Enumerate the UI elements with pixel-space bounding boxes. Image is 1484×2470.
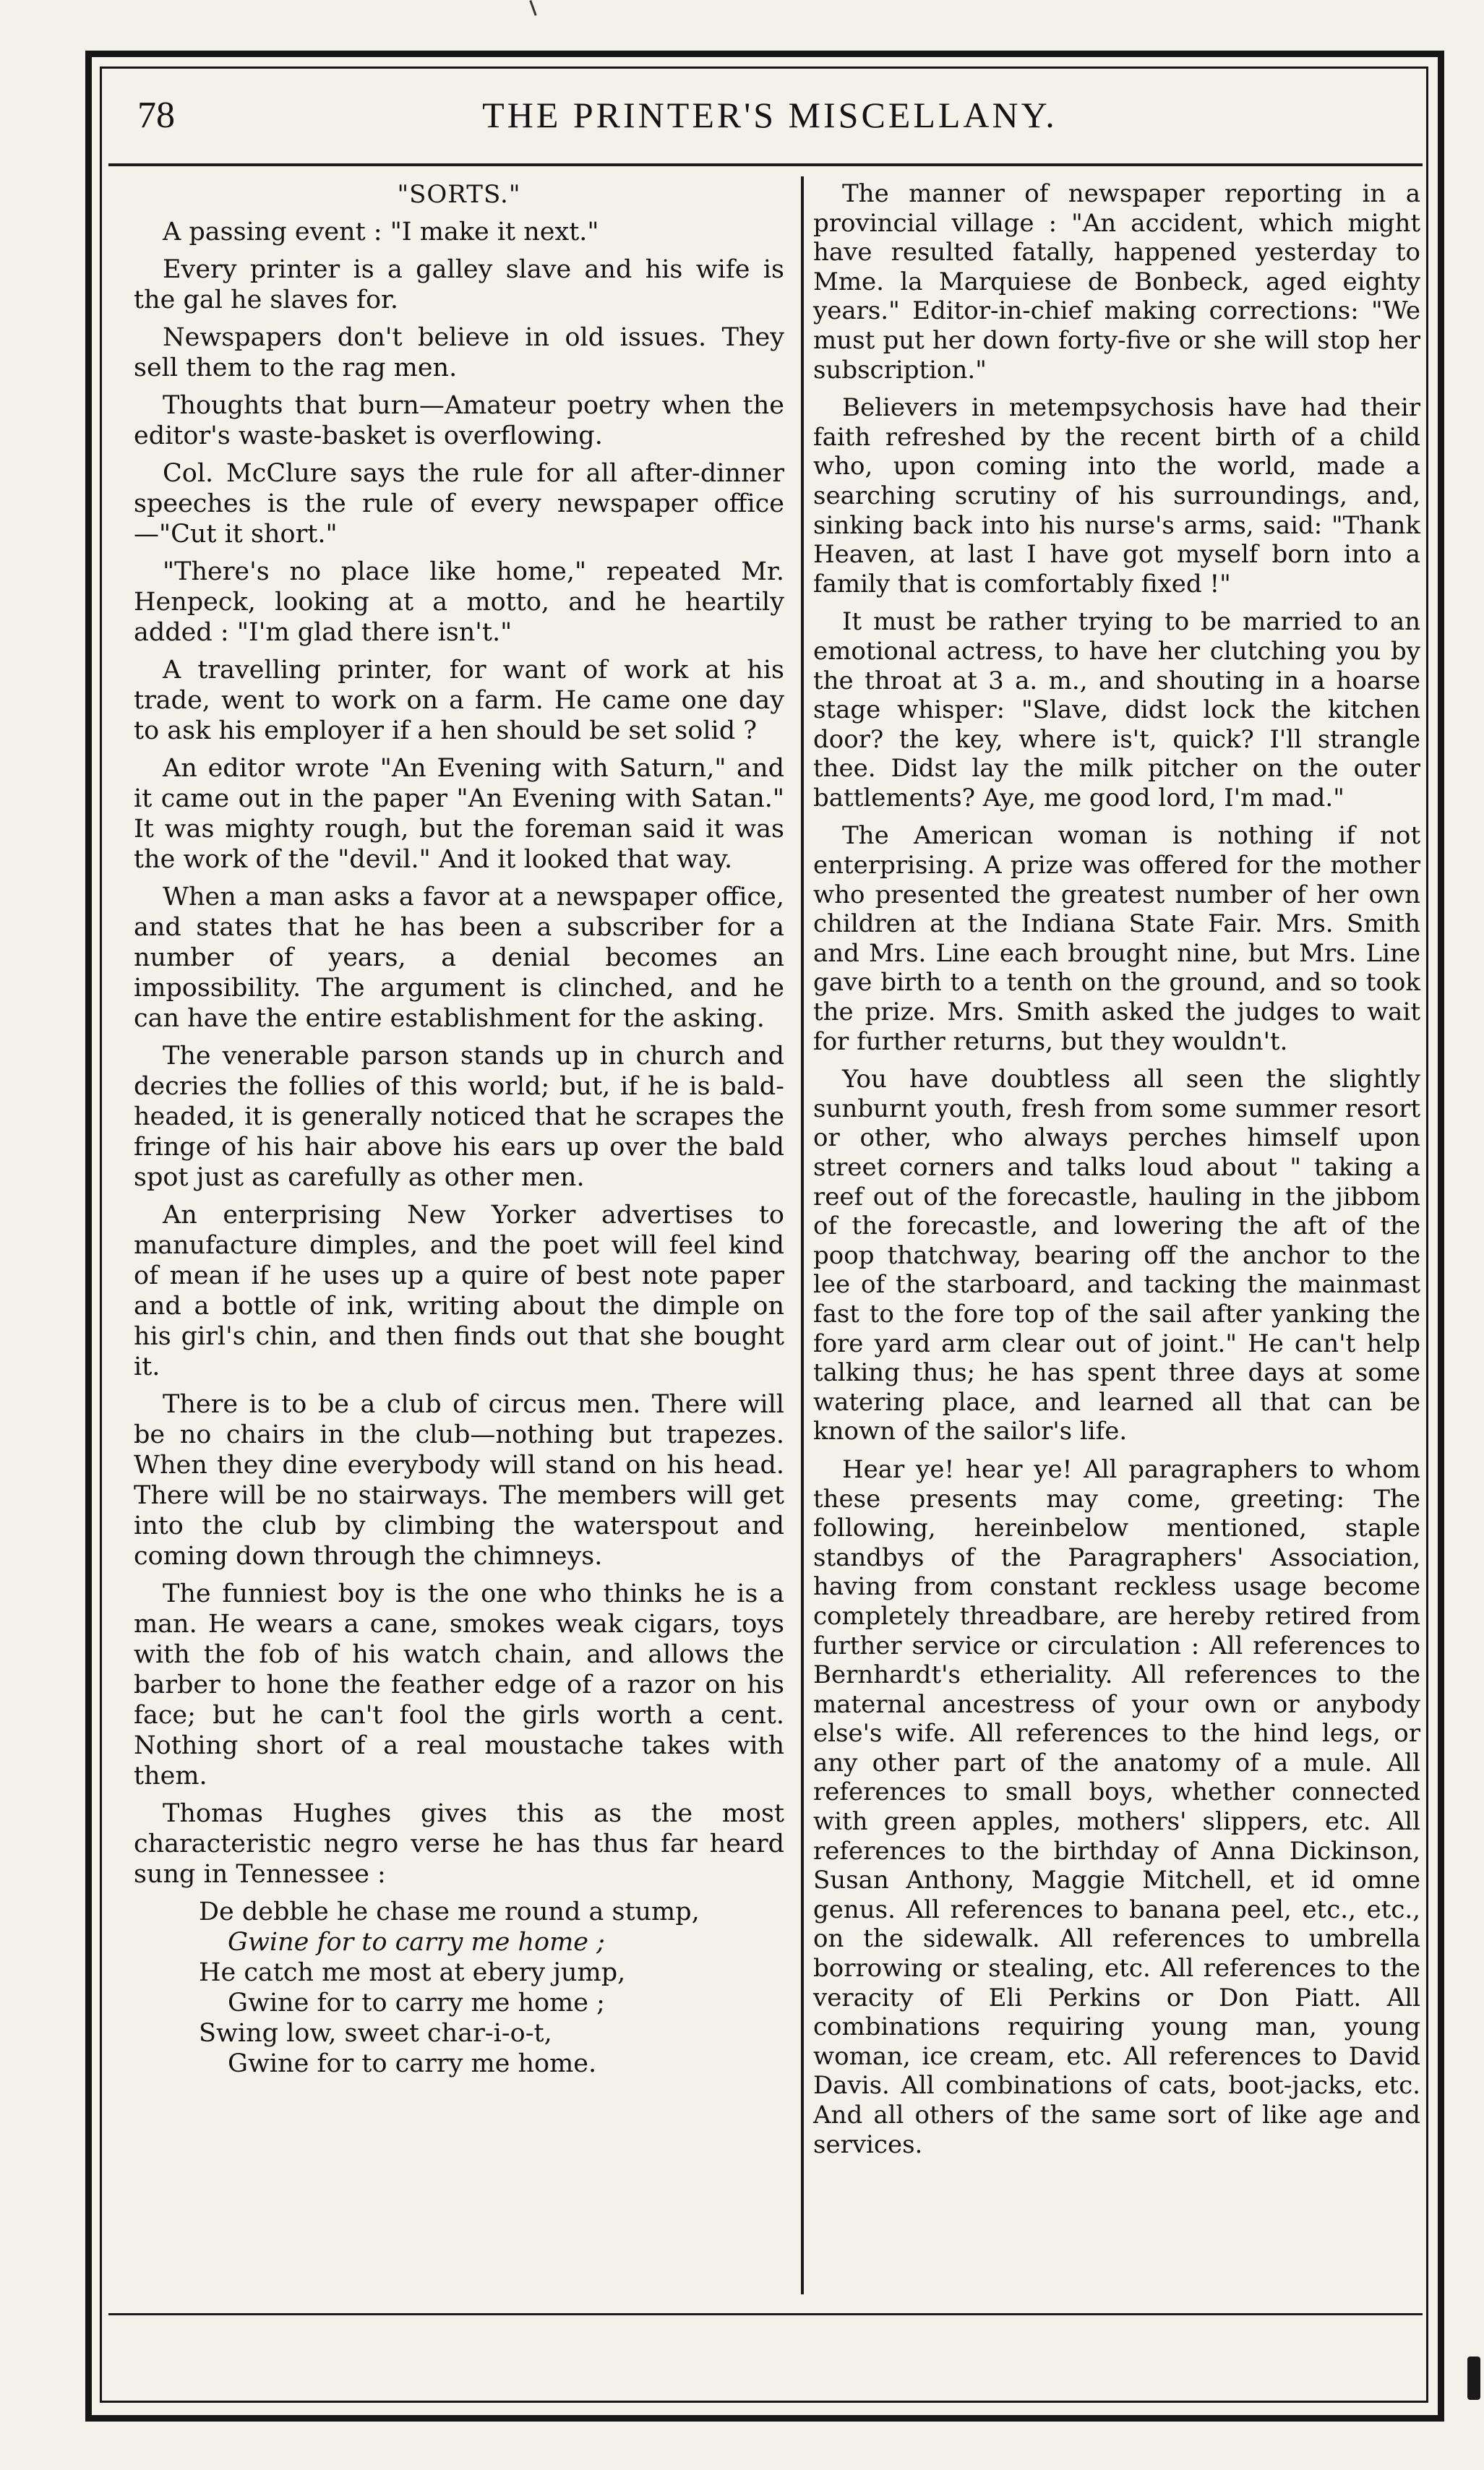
paragraph: A passing event : "I make it next.": [163, 218, 599, 246]
verse-line: De debble he chase me round a stump,: [199, 1897, 700, 1926]
page-edge-mark: [1467, 2357, 1480, 2400]
stray-mark: [529, 0, 536, 16]
paragraph: A travelling printer, for want of work at his trade, went to work on a farm. He came one day to ask his employer if a hen should be set solid ?: [134, 656, 784, 745]
section-title: "SORTS.": [397, 180, 521, 209]
page-number: 78: [137, 95, 175, 136]
page-header: [137, 87, 1402, 145]
paragraph: Newspapers don't believe in old issues. They sell them to the rag men.: [134, 323, 784, 382]
paragraph: An editor wrote "An Evening with Saturn," and it came out in the paper "An Evening with Satan." It was mighty rough, but the foreman said it was the work of the "devil." And it looked that way.: [134, 754, 784, 874]
paragraph: "There's no place like home," repeated Mr. Henpeck, looking at a motto, and he heartily added : "I'm glad there isn't.": [134, 557, 784, 647]
paragraph: It must be rather trying to be married to an emotional actress, to have her clutching you by the throat at 3 a. m., and shouting in a hoarse stage whisper: "Slave, didst lock the kitchen door? the key, where is't, quick? I'll strangle thee. Didst lay the milk pitcher on the outer battlements? Aye, me good lord, I'm mad.": [813, 607, 1420, 812]
paragraph: Believers in metempsychosis have had their faith refreshed by the recent birth of a child who, upon coming into the world, made a searching scrutiny of his surroundings, and, sinking back into his nurse's arms, said: "Thank Heaven, at last I have got myself born into a family that is comfortably fixed !": [813, 393, 1420, 599]
paragraph: There is to be a club of circus men. There will be no chairs in the club—nothing but trapezes. When they dine everybody will stand on his head. There will be no stairways. The members will get into the club by climbing the waterspout and coming down through the chimneys.: [134, 1390, 784, 1571]
paragraph: Every printer is a galley slave and his wife is the gal he slaves for.: [134, 255, 784, 314]
paragraph: When a man asks a favor at a newspaper office, and states that he has been a subscriber for a number of years, a denial becomes an impossibility. The argument is clinched, and he can have the entire establishment for the asking.: [134, 883, 784, 1033]
paragraph: The venerable parson stands up in church and decries the follies of this world; but, if he is bald-headed, it is generally noticed that he scrapes the fringe of his hair above his ears up over the bald spot just as carefully as other men.: [134, 1042, 784, 1192]
paragraph: The funniest boy is the one who thinks he is a man. He wears a cane, smokes weak cigars, toys with the fob of his watch chain, and allows the barber to hone the feather edge of a razor on his face; but he can't fool the girls worth a cent. Nothing short of a real moustache takes with them.: [134, 1579, 784, 1791]
paragraph: You have doubtless all seen the slightly sunburnt youth, fresh from some summer resort or other, who always perches himself upon street corners and talks loud about " taking a reef out of the forecastle, hauling in the jibbom of the forecastle, and lowering the aft of the poop thatchway, bearing off the anchor to the lee of the starboard, and tacking the mainmast fast to the fore top of the sail after yanking the fore yard arm clear out of joint." He can't help talking thus; he has spent three days at some watering place, and learned all that can be known of the sailor's life.: [813, 1065, 1420, 1446]
verse-line: He catch me most at ebery jump,: [199, 1958, 626, 1987]
header-rule: [108, 163, 1423, 166]
left-column: [134, 179, 784, 2079]
footer-rule: [108, 2313, 1423, 2315]
paragraph: The American woman is nothing if not enterprising. A prize was offered for the mother who presented the greatest number of her own children at the Indiana State Fair. Mrs. Smith and Mrs. Line each brought nine, but Mrs. Line gave birth to a tenth on the ground, and so took the prize. Mrs. Smith asked the judges to wait for further returns, but they wouldn't.: [813, 821, 1420, 1056]
column-divider: [801, 176, 804, 2294]
paragraph: Hear ye! hear ye! All paragraphers to whom these presents may come, greeting: The following, hereinbelow mentioned, staple standbys of the Paragraphers' Association, having from constant reckless usage become completely threadbare, are hereby retired from further service or circulation : All references to Bernhardt's etheriality. All references to the maternal ancestress of your own or anybody else's wife. All references to the hind legs, or any other part of the anatomy of a mule. All references to small boys, whether connected with green apples, mothers' slippers, etc. All references to the birthday of Anna Dickinson, Susan Anthony, Maggie Mitchell, et id omne genus. All references to banana peel, etc., etc., on the sidewalk. All references to umbrella borrowing or stealing, etc. All references to the veracity of Eli Perkins or Don Piatt. All combinations requiring young man, young woman, ice cream, etc. All references to David Davis. All combinations of cats, boot-jacks, etc. And all others of the same sort of like age and services.: [813, 1454, 1420, 2159]
verse-line: Gwine for to carry me home.: [228, 2049, 597, 2078]
paragraph: An enterprising New Yorker advertises to manufacture dimples, and the poet will feel kind of mean if he uses up a quire of best note paper and a bottle of ink, writing about the dimple on his girl's chin, and then finds out that she bought it.: [134, 1201, 784, 1381]
paragraph: Col. McClure says the rule for all after-dinner speeches is the rule of every newspaper office—"Cut it short.": [134, 459, 784, 549]
verse: [134, 1897, 784, 2079]
paragraph: Thomas Hughes gives this as the most characteristic negro verse he has thus far heard sung in Tennessee :: [134, 1799, 784, 1889]
paragraph: The manner of newspaper reporting in a provincial village : "An accident, which might have resulted fatally, happened yesterday to Mme. la Marquiese de Bonbeck, aged eighty years." Editor-in-chief making corrections: "We must put her down forty-five or she will stop her subscription.": [813, 179, 1420, 385]
verse-line: Swing low, sweet char-i-o-t,: [199, 2019, 552, 2048]
paragraph: Thoughts that burn—Amateur poetry when the editor's waste-basket is overflowing.: [134, 391, 784, 450]
verse-line: Gwine for to carry me home ;: [228, 1989, 605, 2017]
verse-line: Gwine for to carry me home ;: [228, 1928, 605, 1957]
right-column: [813, 179, 1420, 2168]
running-head: THE PRINTER'S MISCELLANY.: [482, 95, 1058, 135]
